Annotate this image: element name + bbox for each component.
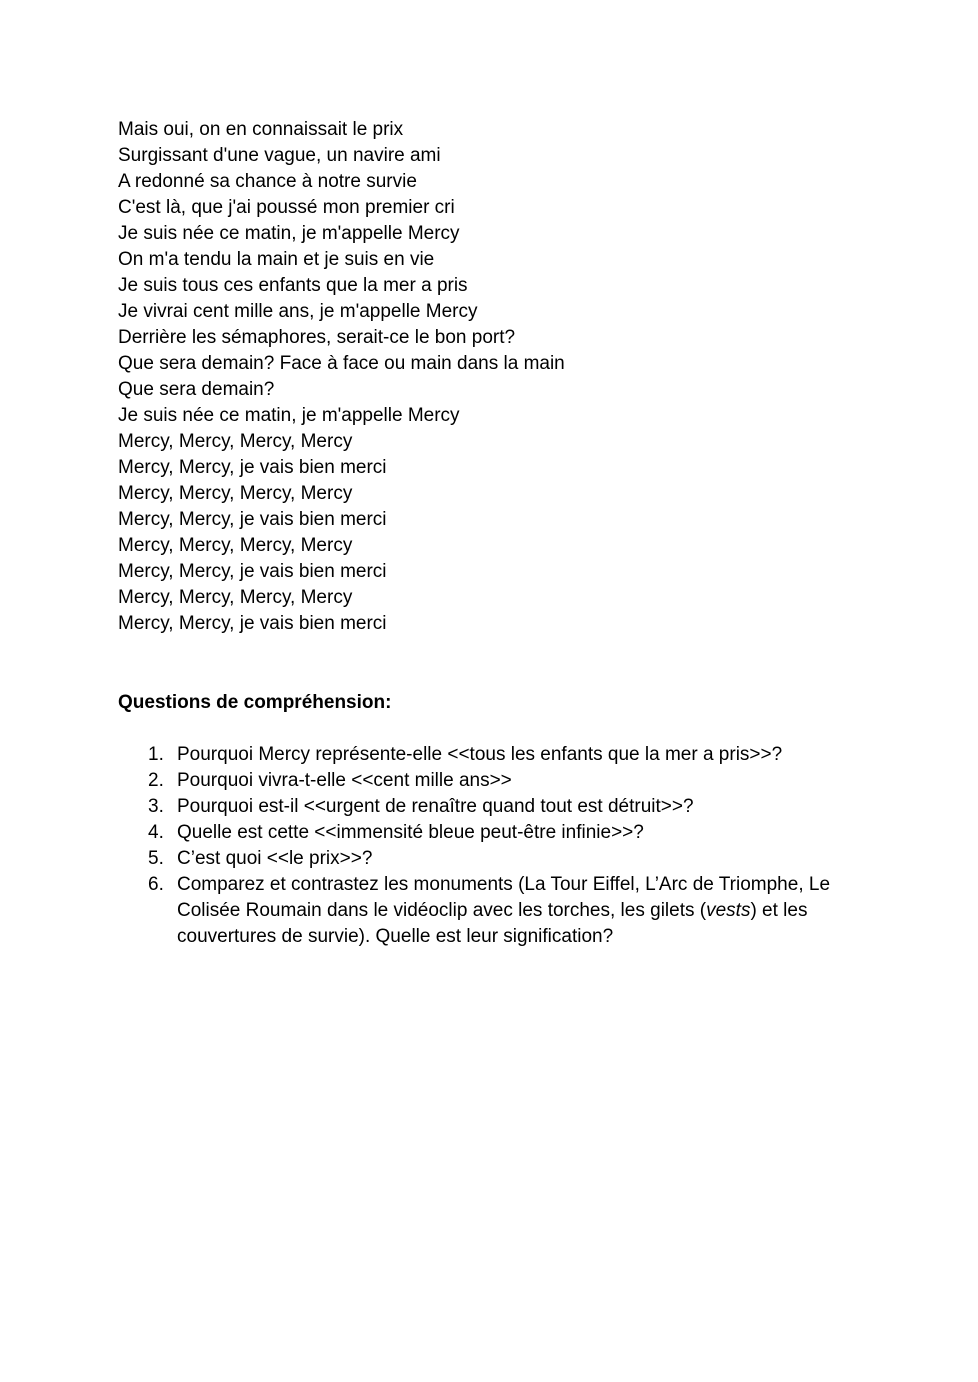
- lyric-line: Je vivrai cent mille ans, je m'appelle Mercy: [118, 301, 478, 322]
- question-text: Quelle est cette <<immensité bleue peut-être infinie>>?: [177, 822, 644, 843]
- lyric-line: Mercy, Mercy, Mercy, Mercy: [118, 535, 353, 556]
- question-number: 4.: [148, 822, 164, 843]
- lyric-line: Je suis tous ces enfants que la mer a pris: [118, 275, 468, 296]
- question-item: [118, 794, 868, 820]
- lyric-line: Mercy, Mercy, Mercy, Mercy: [118, 483, 353, 504]
- question-number: 3.: [148, 796, 164, 817]
- lyric-line: Mercy, Mercy, Mercy, Mercy: [118, 431, 353, 452]
- question-text-italic: vests: [706, 900, 751, 921]
- questions-heading: Questions de compréhension:: [118, 692, 392, 713]
- question-text: Pourquoi vivra-t-elle <<cent mille ans>>: [177, 770, 512, 791]
- lyric-line: Derrière les sémaphores, serait-ce le bon port?: [118, 327, 516, 348]
- lyric-line: Mais oui, on en connaissait le prix: [118, 119, 404, 140]
- question-item: [118, 820, 868, 846]
- question-text-after: ) et les couvertures de survie). Quelle est leur signification?: [177, 900, 808, 947]
- lyric-line: C'est là, que j'ai poussé mon premier cri: [118, 197, 455, 218]
- lyric-line: Je suis née ce matin, je m'appelle Mercy: [118, 223, 460, 244]
- lyric-line: Surgissant d'une vague, un navire ami: [118, 145, 441, 166]
- lyric-line: Que sera demain? Face à face ou main dans la main: [118, 353, 565, 374]
- question-number: 5.: [148, 848, 164, 869]
- song-lyrics: [118, 117, 878, 637]
- question-text: Pourquoi Mercy représente-elle <<tous les enfants que la mer a pris>>?: [177, 744, 783, 765]
- lyric-line: Mercy, Mercy, Mercy, Mercy: [118, 587, 353, 608]
- lyric-line: Je suis née ce matin, je m'appelle Mercy: [118, 405, 460, 426]
- lyric-line: On m'a tendu la main et je suis en vie: [118, 249, 435, 270]
- question-item: [118, 846, 868, 872]
- question-number: 2.: [148, 770, 164, 791]
- lyric-line: Mercy, Mercy, je vais bien merci: [118, 509, 387, 530]
- question-number: 1.: [148, 744, 164, 765]
- question-text: [177, 874, 830, 947]
- question-text: Pourquoi est-il <<urgent de renaître quand tout est détruit>>?: [177, 796, 694, 817]
- question-item: [118, 742, 868, 768]
- question-text-before: Comparez et contrastez les monuments (La Tour Eiffel, L’Arc de Triomphe, Le Colisée Roumain dans le vidéoclip avec les torches, les gilets (: [177, 874, 831, 921]
- lyric-line: Mercy, Mercy, je vais bien merci: [118, 561, 387, 582]
- lyric-line: Que sera demain?: [118, 379, 275, 400]
- question-number: 6.: [148, 874, 164, 895]
- lyric-line: A redonné sa chance à notre survie: [118, 171, 417, 192]
- question-item: [118, 872, 868, 950]
- lyric-line: Mercy, Mercy, je vais bien merci: [118, 457, 387, 478]
- questions-list: [118, 742, 868, 950]
- question-item: [118, 768, 868, 794]
- question-text: C’est quoi <<le prix>>?: [177, 848, 373, 869]
- lyric-line: Mercy, Mercy, je vais bien merci: [118, 613, 387, 634]
